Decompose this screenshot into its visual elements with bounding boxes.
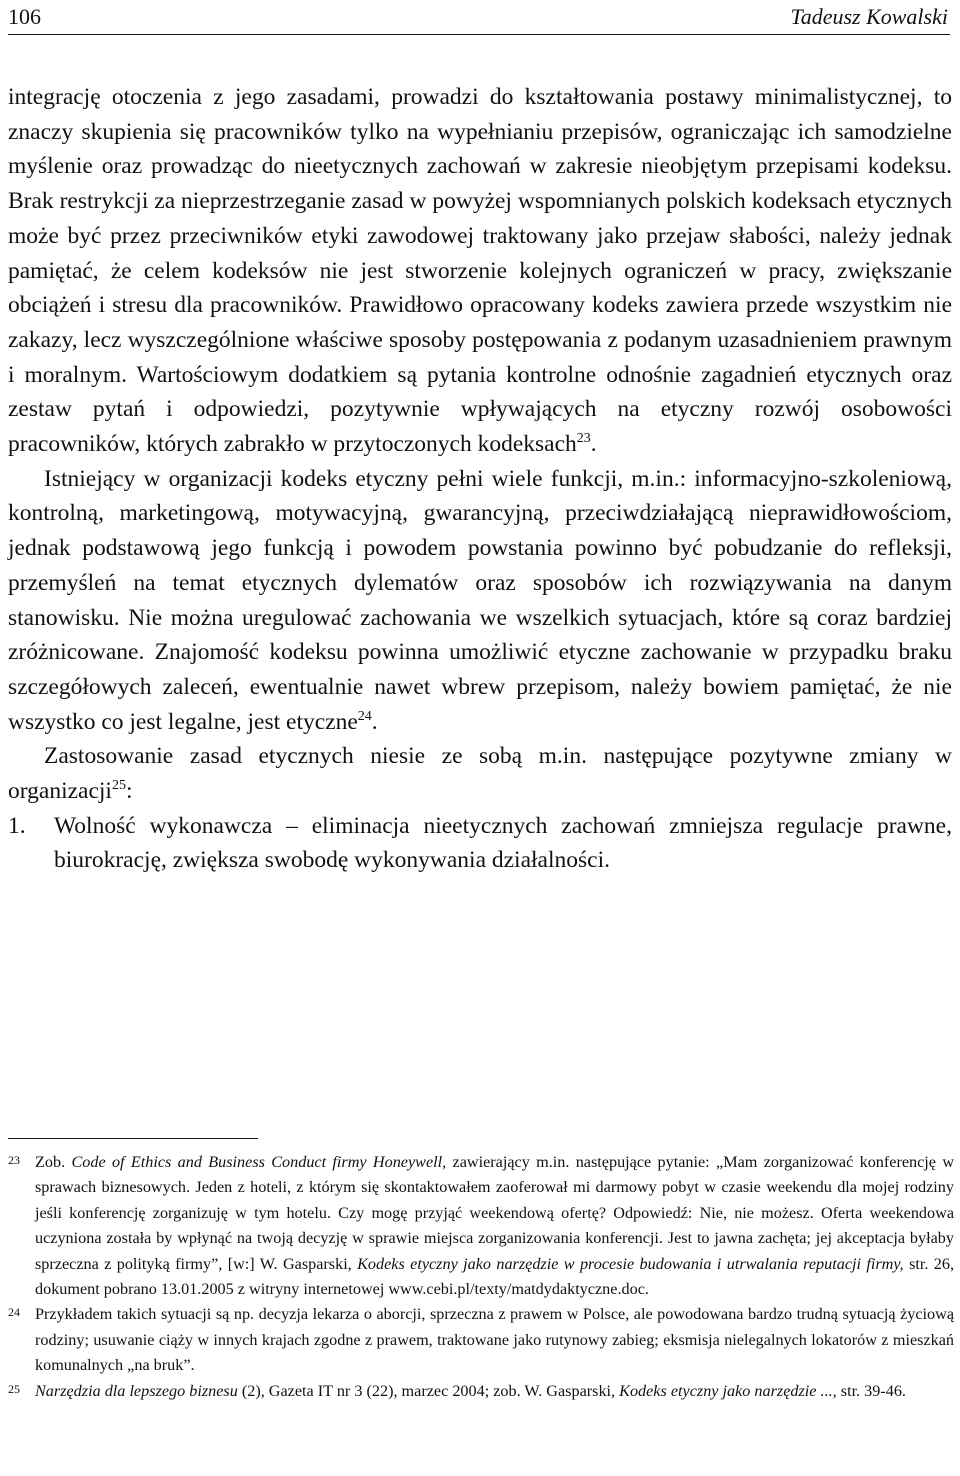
footnotes <box>8 1150 954 1404</box>
footnote-mark: 23 <box>8 1153 20 1167</box>
footnote-ref-24: 24 <box>357 708 372 724</box>
page-header <box>8 2 948 36</box>
paragraph-brak-restrykcji: Brak restrykcji za nieprzestrzeganie zasad w powyżej wspomnianych polskich kodeksach etycznych może być przez przeciwników etyki zawodowej traktowany jako przejaw słabości, należy jednak pamiętać, że celem kodeksów nie jest stworzenie kolejnych ograniczeń w pracy, zwiększanie obciążeń i stresu dla pracowników. Prawidłowo opracowany kodeks zawiera przede wszystkim nie zakazy, lecz wyszczególnione właściwe sposoby postępowania z podanym uzasadnieniem prawnym i moralnym. Wartościowym dodatkiem są pytania kontrolne odnośnie zagadnień etycznych oraz zestaw pytań i odpowiedzi, pozytywnie wpływających na etyczny rozwój osobowości pracowników, których zabrakło w przytoczonych kodeksach <box>8 188 952 458</box>
list-item <box>8 809 952 878</box>
footnote-mark: 25 <box>8 1381 20 1396</box>
running-head-author: Tadeusz Kowalski <box>790 4 948 29</box>
page-number: 106 <box>8 4 41 29</box>
header-rule <box>8 34 950 35</box>
list-item-text: Wolność wykonawcza – eliminacja nieetycznych zachowań zmniejsza regulacje prawne, biurokrację, zwiększa swobodę wykonywania działalności. <box>54 812 952 874</box>
paragraph-continuation: integrację otoczenia z jego zasadami, prowadzi do kształtowania postawy minimalistycznej, to znaczy skupienia się pracowników tylko na wypełnianiu przepisów, ograniczając ich samodzielne myślenie oraz prowadząc do nieetycznych zachowań w zakresie nieobjętym przepisami kodeksu. Brak restrykcji za nieprzestrzeganie zasad w powyżej wspomnianych polskich kodeksach etycznych może być przez przeciwników etyki zawodowej traktowany jako przejaw słabości, należy jednak pamiętać, że celem kodeksów nie jest stworzenie kolejnych ograniczeń w pracy, zwiększanie obciążeń i stresu dla pracowników. Prawidłowo opracowany kodeks zawiera przede wszystkim nie zakazy, lecz wyszczególnione właściwe sposoby postępowania z podanym uzasadnieniem prawnym i moralnym. Wartościowym dodatkiem są pytania kontrolne odnośnie zagadnień etycznych oraz zestaw pytań i odpowiedzi, pozytywnie wpływających na etyczny rozwój osobowości pracowników, których zabrakło w przytoczonych kodeksach$^{23}$. <box>8 84 952 458</box>
paragraph-kodeks-funkcje: Istniejący w organizacji kodeks etyczny pełni wiele funkcji, m.in.: informacyjno-szkoleniową, kontrolną, marketingową, motywacyjną, gwarancyjną, przeciwdziałającą nieprawidłowościom, jednak podstawową jego funkcją i powodem powstania powinno być pobudzanie do refleksji, przemyśleń na temat etycznych dylematów oraz sposobów ich rozwiązywania na danym stanowisku. Nie można uregulować zachowania we wszelkich sytuacjach, które są coraz bardziej zróżnicowane. Znajomość kodeksu powinna umożliwić etyczne zachowanie w przypadku braku szczegółowych zaleceń, ewentualnie nawet wbrew przepisom, należy bowiem pamiętać, że nie wszystko co jest legalne, jest etyczne$^{24}$. <box>8 465 952 735</box>
footnote-24: 24 Przykładem takich sytuacji są np. decyzja lekarza o aborcji, sprzeczna z prawem w Polsce, ale powodowana bardzo trudną sytuacją życiową rodziny; usuwanie ciąży w innych krajach zgodne z prawem, traktowane jako rutynowy zabieg; eksmisja nielegalnych lokatorów z mieszkań komunalnych „na bruk”. <box>8 1302 954 1378</box>
footnote-ref-25: 25 <box>111 778 126 794</box>
footnote-25: 25 Narzędzia dla lepszego biznesu (2), Gazeta IT nr 3 (22), marzec 2004; zob. W. Gasparski, Kodeks etyczny jako narzędzie ..., str. 39-46. <box>8 1379 954 1404</box>
footnote-23: 23 Zob. Code of Ethics and Business Conduct firmy Honeywell, zawierający m.in. następujące pytanie: „Mam zorganizować konferencję w sprawach biznesowych. Jeden z hoteli, z którym się skontaktowałem zaoferował mi darmowy pobyt w czasie weekendu dla mojej rodziny jeśli konferencję zorganizuję w tym hotelu. Czy mogę przyjąć weekendową ofertę? Odpowiedź: Nie, nie możesz. Oferta weekendowa uczyniona została by wpłynąć na twoją decyzję w sprawie miejsca zorganizowania konferencji. Jest to jawna zachęta; jej akceptacja byłaby sprzeczna z polityką firmy”, [w:] W. Gasparski, Kodeks etyczny jako narzędzie w procesie budowania i utrwalania reputacji firmy, str. 26, dokument pobrano 13.01.2005 z witryny internetowej www.cebi.pl/texty/matdydaktyczne.doc. <box>8 1150 954 1302</box>
list-number: 1. <box>8 812 26 839</box>
footnote-ref-23: 23 <box>576 431 591 447</box>
footnote-rule <box>8 1138 258 1139</box>
paragraph-zastosowanie: Zastosowanie zasad etycznych niesie ze sobą m.in. następujące pozytywne zmiany w organizacji$^{25}$: <box>8 743 952 805</box>
body-text <box>8 80 952 878</box>
footnote-mark: 24 <box>8 1305 20 1320</box>
